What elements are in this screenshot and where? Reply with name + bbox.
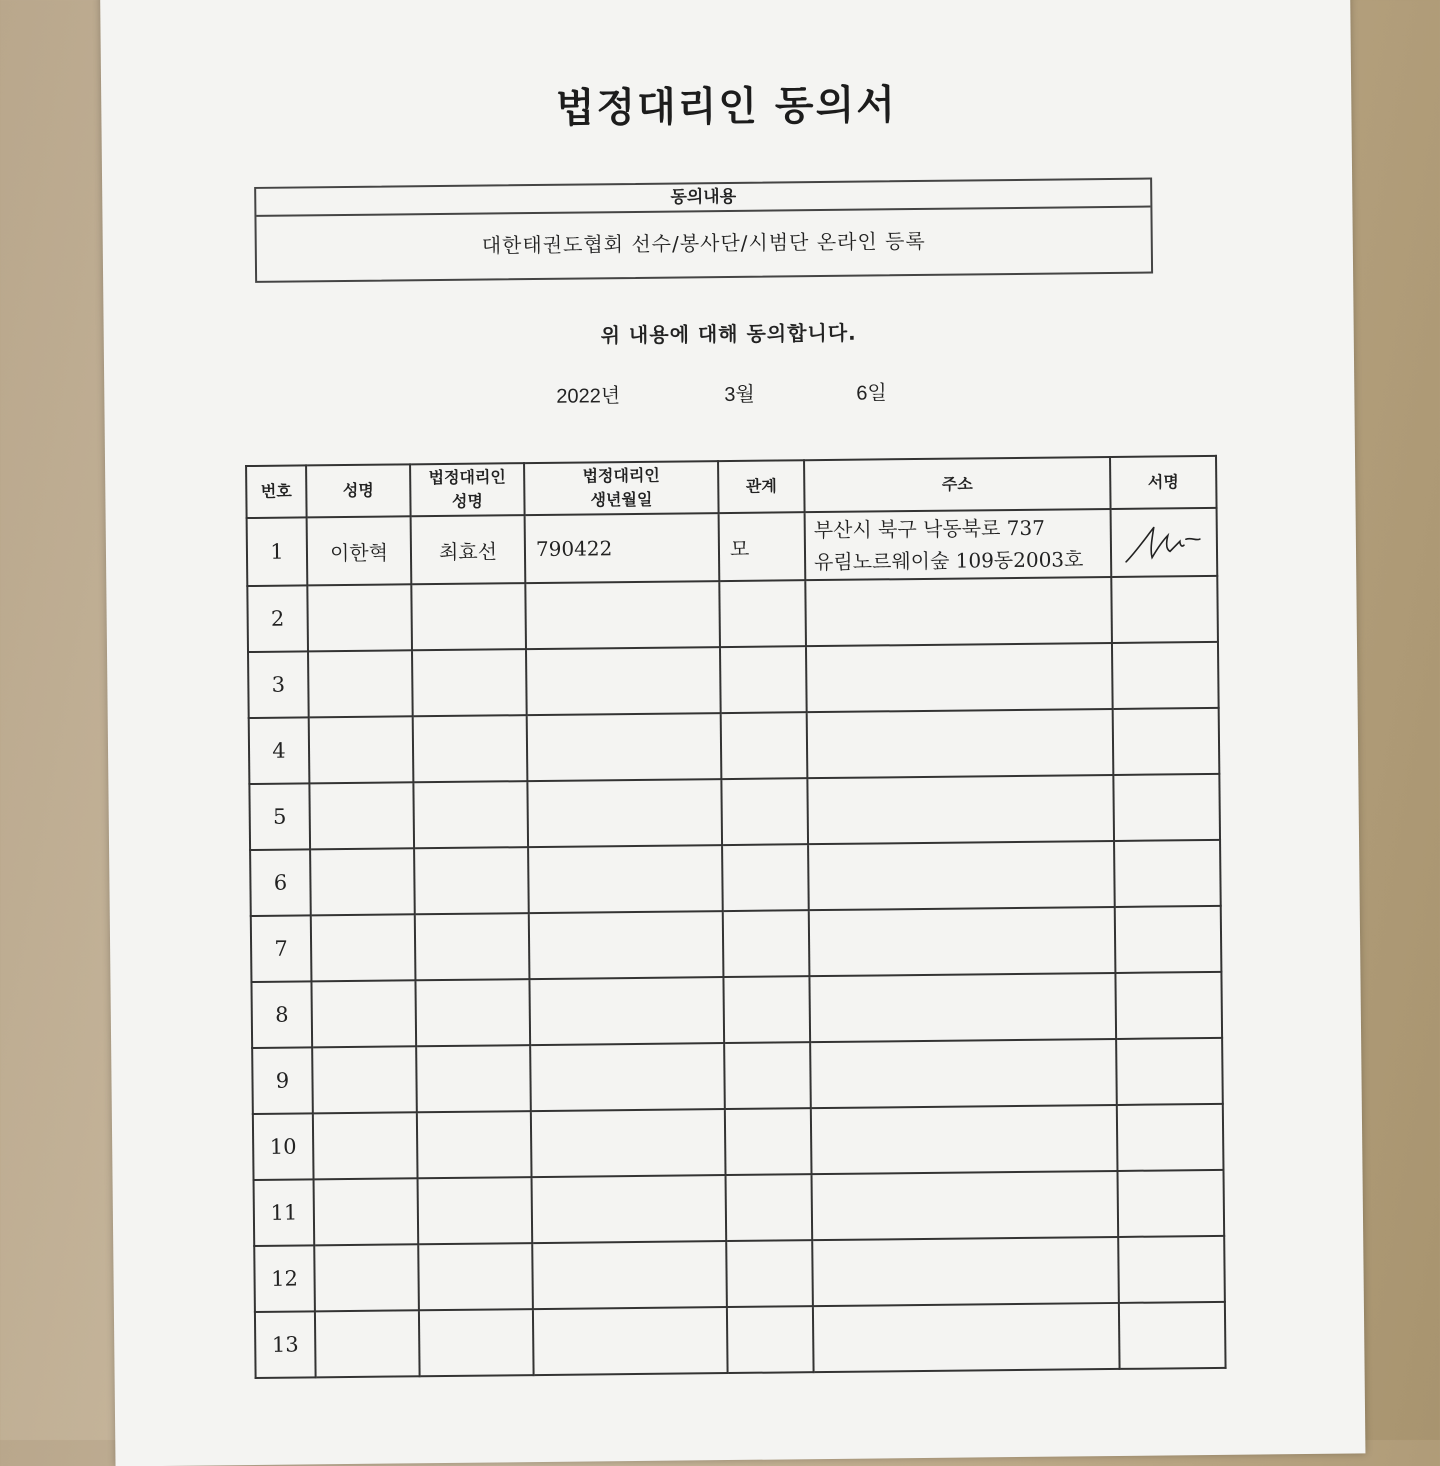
consent-header: 동의내용 [256,180,1150,217]
row-guardian-birth [529,977,724,1045]
row-number: 3 [248,651,309,718]
agree-statement: 위 내용에 대해 동의합니다. [600,320,857,348]
table-row [255,1302,1226,1378]
row-guardian-name [418,1243,533,1310]
handwritten-signature [1122,517,1207,568]
row-guardian-name [416,1045,531,1112]
row-address [805,509,1112,580]
row-name [311,914,416,981]
row-address [807,775,1114,844]
header-address: 주소 [804,457,1111,512]
row-guardian-name [414,847,529,914]
date-month: 3월 [724,383,755,407]
row-relation [723,910,810,977]
row-name [314,1244,419,1311]
row-guardian-name [417,1111,532,1178]
table-row [252,1038,1223,1114]
table-row [247,576,1218,652]
header-no: 번호 [246,465,307,518]
row-guardian-name [412,649,527,716]
row-name [309,782,414,849]
table-row [249,708,1220,784]
row-guardian-birth [529,911,724,979]
row-signature [1111,508,1218,577]
row-number: 4 [249,717,310,784]
row-name [308,650,413,717]
row-relation [721,712,808,779]
row-number: 6 [250,849,311,916]
row-address-line2: 유림노르웨이숲 109동2003호 [813,547,1084,575]
row-signature [1115,972,1222,1039]
row-signature [1112,642,1219,709]
row-guardian-birth [528,845,723,913]
row-guardian-birth [526,647,721,715]
row-guardian-birth: 790422 [525,513,720,583]
table-row [254,1170,1225,1246]
row-relation [721,778,808,845]
row-guardian-name [413,781,528,848]
row-number: 1 [247,517,308,586]
row-signature [1113,774,1220,841]
row-guardian-birth [532,1241,727,1309]
row-number: 11 [254,1179,315,1246]
guardian-table [245,455,1227,1379]
row-number: 5 [249,783,310,850]
row-signature [1114,840,1221,907]
row-guardian-name [415,913,530,980]
row-name [307,584,412,651]
row-signature [1119,1302,1226,1369]
row-number: 8 [251,981,312,1048]
row-name [315,1310,420,1377]
table-row [247,508,1218,586]
consent-box [254,178,1153,283]
date-row [104,371,1354,414]
header-name: 성명 [306,464,411,517]
row-signature [1118,1236,1225,1303]
table-row [254,1236,1225,1312]
row-guardian-birth [531,1109,726,1177]
row-relation [725,1108,812,1175]
row-relation [722,844,809,911]
row-guardian-birth [527,713,722,781]
row-relation [719,580,806,647]
row-guardian-name [415,979,530,1046]
row-guardian-birth [530,1043,725,1111]
table-row [248,642,1219,718]
date-day: 6일 [856,382,887,405]
row-guardian-birth [527,779,722,847]
row-address [807,709,1114,778]
header-signature: 서명 [1110,456,1217,509]
row-number: 9 [252,1047,313,1114]
row-relation [726,1174,813,1241]
row-signature [1115,906,1222,973]
row-signature [1113,708,1220,775]
row-guardian-birth [525,581,720,649]
row-signature [1116,1038,1223,1105]
row-relation [723,976,810,1043]
row-number: 13 [255,1311,316,1378]
row-number: 10 [253,1113,314,1180]
row-name [312,1046,417,1113]
row-address [812,1171,1119,1240]
row-name [311,980,416,1047]
header-guardian-birth-line2: 생년월일 [590,489,653,510]
row-name: 이한혁 [307,516,412,585]
row-address-line1: 부산시 북구 낙동북로 737 [813,515,1046,543]
date-year: 2022년 [556,385,621,408]
row-guardian-name [413,715,528,782]
row-address [810,1039,1117,1108]
row-relation [726,1240,813,1307]
row-address [806,643,1113,712]
row-name [313,1112,418,1179]
row-number: 2 [247,585,308,652]
row-relation [727,1306,814,1373]
row-name [309,716,414,783]
header-guardian-name-line1: 법정대리인 [428,467,506,488]
row-number: 7 [251,915,312,982]
row-address [809,973,1116,1042]
row-address [805,577,1112,646]
header-guardian-name-line2: 성명 [451,491,483,511]
row-relation [720,646,807,713]
header-guardian-birth [524,461,719,515]
row-relation: 모 [719,512,806,581]
table-row [249,774,1220,850]
row-address [811,1105,1118,1174]
row-guardian-name [419,1309,534,1376]
row-guardian-name [418,1177,533,1244]
row-address [813,1303,1120,1372]
row-number: 12 [254,1245,315,1312]
row-address [812,1237,1119,1306]
row-signature [1117,1170,1224,1237]
row-name [310,848,415,915]
row-guardian-birth [533,1307,728,1375]
row-guardian-name [411,583,526,650]
row-guardian-birth [532,1175,727,1243]
row-signature [1117,1104,1224,1171]
table-row [250,840,1221,916]
row-name [314,1178,419,1245]
row-signature [1111,576,1218,643]
table-row [251,972,1222,1048]
document-title: 법정대리인 동의서 [555,82,898,132]
header-guardian-name [410,463,525,516]
row-address [808,841,1115,910]
row-relation [724,1042,811,1109]
consent-body: 대한태권도협회 선수/봉사단/시범단 온라인 등록 [481,228,926,258]
row-address [809,907,1116,976]
document-page [100,0,1365,1466]
table-row [253,1104,1224,1180]
header-guardian-birth-line1: 법정대리인 [582,465,660,486]
table-row [251,906,1222,982]
header-relation: 관계 [718,460,805,513]
row-guardian-name: 최효선 [411,515,526,584]
